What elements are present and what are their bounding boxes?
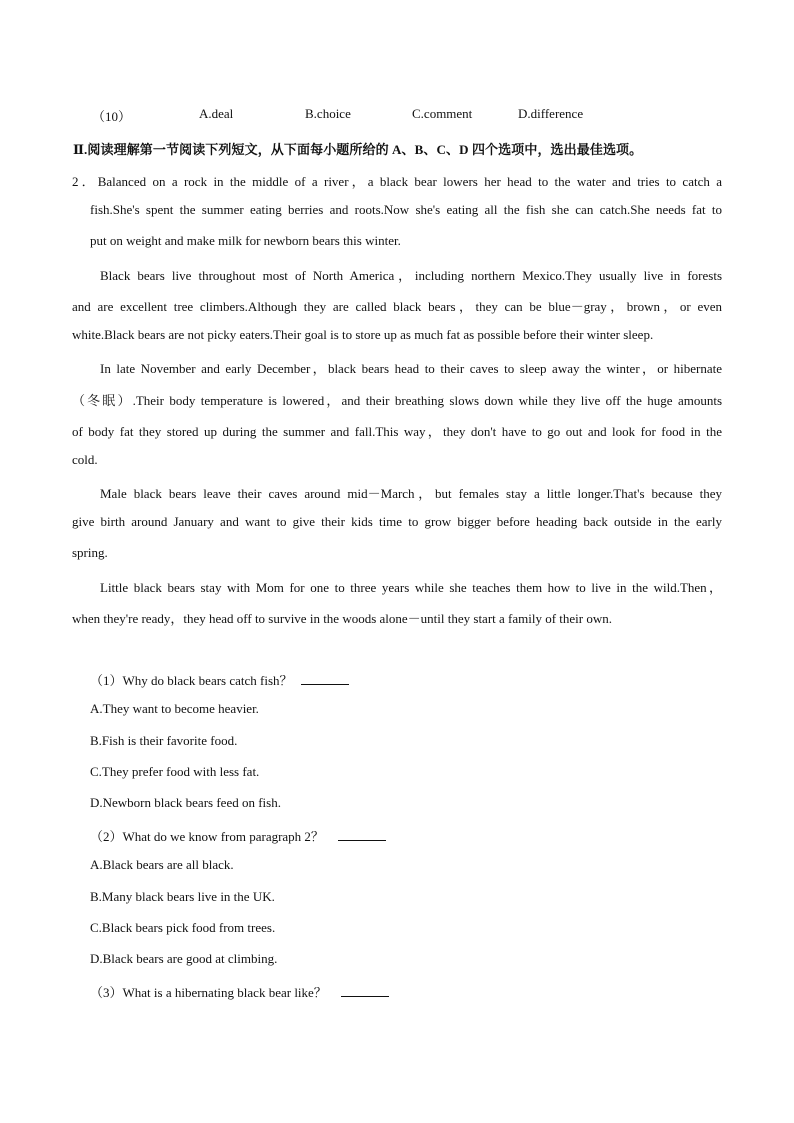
passage-p1-line2: fish.She's spent the summer eating berries and roots.Now she's eating all the fish she can catch.She needs fat to	[90, 202, 722, 217]
prev-option-d: D.difference	[518, 106, 584, 121]
q1-option-b: B.Fish is their favorite food.	[90, 733, 238, 748]
section-title: Ⅱ.阅读理解第一节阅读下列短文，从下面每小题所给的 A、B、C、D 四个选项中，选出最佳选项。	[73, 142, 643, 157]
passage-p2-line1: Black bears live throughout most of North America，including northern Mexico.They usually live in forests	[100, 268, 722, 283]
q1-option-a: A.They want to become heavier.	[90, 701, 259, 716]
passage-p4-line2: give birth around January and want to give their kids time to grow bigger before heading back outside in the early	[72, 514, 722, 529]
q1-option-d: D.Newborn black bears feed on fish.	[90, 795, 281, 810]
passage-p1-line1: 2．Balanced on a rock in the middle of a river，a black bear lowers her head to the water and tries to catch a	[72, 174, 722, 189]
passage-p4-line3: spring.	[72, 545, 108, 560]
q2-option-b: B.Many black bears live in the UK.	[90, 889, 275, 904]
passage-p3-line3: of body fat they stored up during the summer and fall.This way，they don't have to go out and look for food in the	[72, 424, 722, 439]
passage-p2-line3: white.Black bears are not picky eaters.Their goal is to store up as much fat as possible before their winter sleep.	[72, 327, 654, 342]
question-2-stem: （2）What do we know from paragraph 2？	[90, 829, 324, 844]
passage-p3-line4: cold.	[72, 452, 98, 467]
q1-option-c: C.They prefer food with less fat.	[90, 764, 260, 779]
q2-option-a: A.Black bears are all black.	[90, 857, 234, 872]
question-1-stem-row	[90, 670, 349, 689]
passage-p1-line3: put on weight and make milk for newborn bears this winter.	[90, 233, 401, 248]
q2-option-d: D.Black bears are good at climbing.	[90, 951, 278, 966]
answer-blank-2[interactable]	[338, 828, 386, 841]
question-1-stem: （1）Why do black bears catch fish？	[90, 673, 293, 688]
q2-option-c: C.Black bears pick food from trees.	[90, 920, 276, 935]
question-3-stem-row	[90, 982, 389, 1001]
prev-option-a: A.deal	[199, 106, 234, 121]
passage-p5-line1: Little black bears stay with Mom for one to three years while she teaches them how to live in the wild.Then，	[100, 580, 722, 595]
question-3-stem: （3）What is a hibernating black bear like？	[90, 985, 327, 1000]
passage-p2-line2: and are excellent tree climbers.Although they are called black bears，they can be blue－gray，brown，or even	[72, 299, 722, 314]
passage-p3-line2: （冬眠）.Their body temperature is lowered，and their breathing slows down while they live off the huge amounts	[72, 393, 722, 408]
question-2-stem-row	[90, 826, 386, 845]
passage-p5-line2: when they're ready，they head off to survive in the woods alone－until they start a family of their own.	[72, 611, 613, 626]
prev-question-number: （10）	[92, 109, 132, 124]
prev-option-b: B.choice	[305, 106, 351, 121]
prev-option-c: C.comment	[412, 106, 473, 121]
answer-blank-3[interactable]	[341, 984, 389, 997]
passage-p3-line1: In late November and early December，black bears head to their caves to sleep away the winter，or hibernate	[100, 361, 722, 376]
answer-blank-1[interactable]	[301, 672, 349, 685]
passage-p4-line1: Male black bears leave their caves around mid－March，but females stay a little longer.That's because they	[100, 486, 722, 501]
